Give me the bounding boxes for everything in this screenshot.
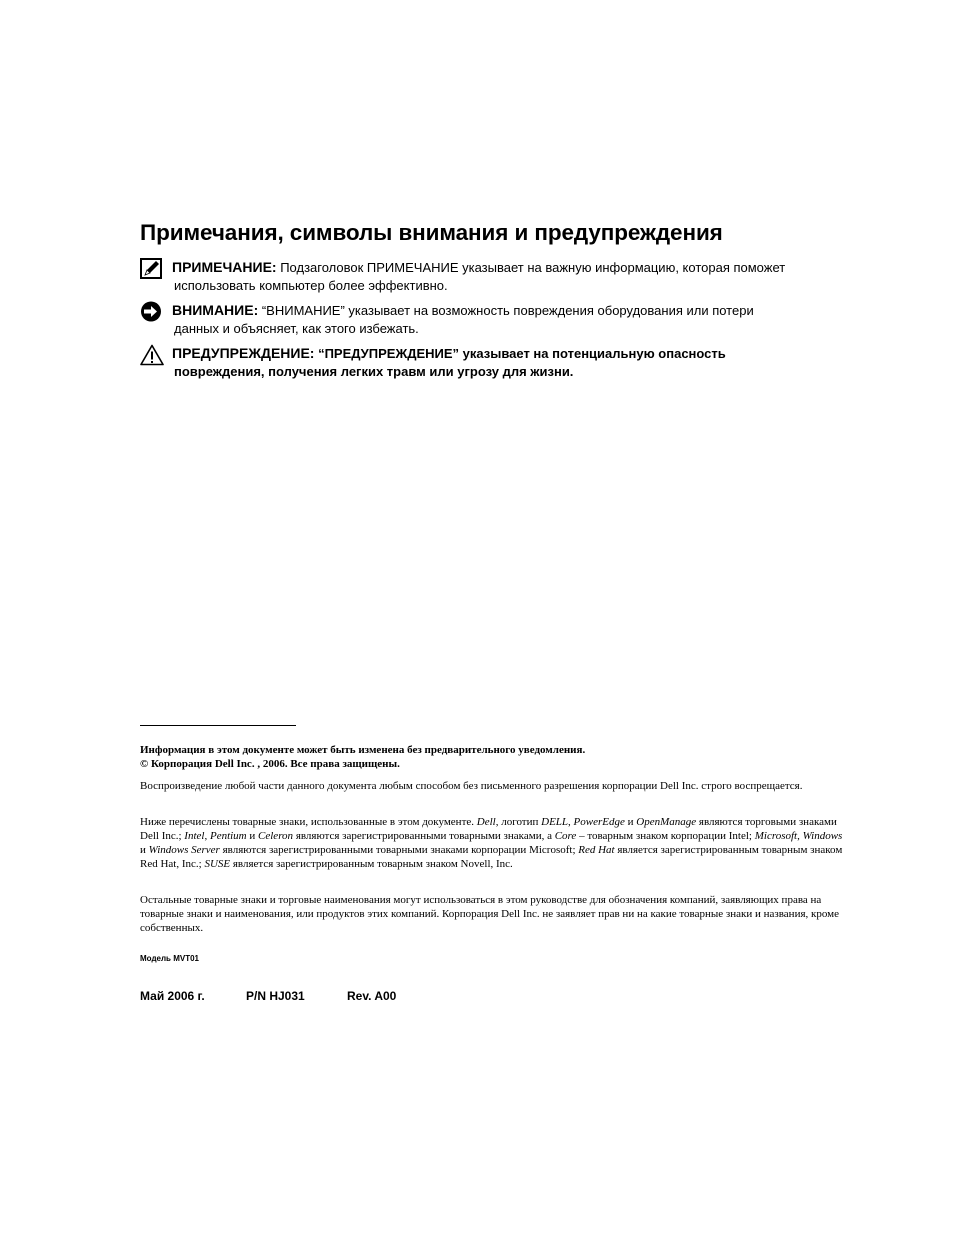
trademarks-text: и [624, 816, 637, 828]
trademarks-paragraph [140, 815, 845, 871]
other-trademarks-paragraph: Остальные товарные знаки и торговые наименования могут использоваться в этом руководстве для обозначения компаний, заявляющих права на товарные знаки и наименования, или продуктов этих компаний. Корпорация Dell Inc. не заявляет прав ни на какие товарные знаки и названия, кроме собственных. [140, 894, 839, 934]
note-text-line2: использовать компьютер более эффективно. [174, 278, 448, 293]
publication-date: Май 2006 г. [140, 989, 205, 1003]
caution-text-line1: “ВНИМАНИЕ” указывает на возможность повреждения оборудования или потери [258, 303, 754, 318]
warning-triangle-icon [140, 344, 164, 366]
trademarks-text: , [797, 830, 803, 842]
trademarks-text: , логотип [495, 816, 542, 828]
trademark-name: Core [554, 830, 577, 842]
trademark-name: Pentium [209, 830, 247, 842]
trademark-name: Intel [184, 830, 205, 842]
warning-notice [140, 344, 850, 381]
trademark-name: PowerEdge [573, 816, 625, 828]
caution-label: ВНИМАНИЕ: [172, 302, 259, 318]
trademark-name: Dell [476, 816, 496, 828]
trademark-name: Windows [802, 830, 843, 842]
trademark-name: Red Hat [578, 844, 615, 856]
caution-notice [140, 301, 850, 338]
change-notice: Информация в этом документе может быть изменена без предварительного уведомления. [140, 744, 586, 756]
trademarks-text: являются торговыми знаками Dell Inc.; [140, 816, 837, 842]
note-label: ПРИМЕЧАНИЕ: [172, 259, 277, 275]
trademark-name: Windows Server [148, 844, 220, 856]
part-number: P/N HJ031 [246, 989, 305, 1003]
trademark-name: Microsoft [754, 830, 798, 842]
trademark-name: OpenManage [636, 816, 697, 828]
page-title: Примечания, символы внимания и предупреждения [140, 220, 723, 245]
trademark-name: SUSE [204, 858, 231, 870]
trademarks-text: , [204, 830, 210, 842]
reproduction-notice: Воспроизведение любой части данного документа любым способом без письменного разрешения корпорации Dell Inc. строго воспрещается. [140, 780, 803, 792]
note-text-line1: Подзаголовок ПРИМЕЧАНИЕ указывает на важную информацию, которая поможет [276, 260, 786, 275]
note-pencil-icon [140, 258, 164, 280]
model-number: Модель MVT01 [140, 954, 199, 963]
warning-text-line1: “ПРЕДУПРЕЖДЕНИЕ” указывает на потенциальную опасность [314, 346, 726, 361]
warning-text-line2: повреждения, получения легких травм или угрозу для жизни. [174, 364, 574, 379]
trademarks-text: являются зарегистрированными товарными знаками корпорации Microsoft; [219, 844, 579, 856]
trademarks-text: Ниже перечислены товарные знаки, использованные в этом документе. [140, 816, 477, 828]
trademarks-text: – товарным знаком корпорации Intel; [576, 830, 755, 842]
caution-text-line2: данных и объясняет, как этого избежать. [174, 321, 419, 336]
revision: Rev. A00 [347, 989, 397, 1003]
warning-label: ПРЕДУПРЕЖДЕНИЕ: [172, 345, 315, 361]
trademarks-text: и [246, 830, 259, 842]
trademarks-text: и [140, 844, 149, 856]
copyright-notice: © Корпорация Dell Inc. , 2006. Все права защищены. [140, 758, 400, 770]
note-notice [140, 258, 850, 295]
trademarks-text: является зарегистрированным товарным знаком Red Hat, Inc.; [140, 844, 843, 870]
trademarks-text: является зарегистрированным товарным знаком Novell, Inc. [230, 858, 513, 870]
footnote-divider [140, 725, 296, 726]
trademark-name: DELL [541, 816, 569, 828]
trademarks-text: , [568, 816, 574, 828]
trademarks-text: являются зарегистрированными товарными знаками, а [293, 830, 555, 842]
trademark-name: Celeron [258, 830, 294, 842]
caution-arrow-icon [140, 301, 164, 323]
